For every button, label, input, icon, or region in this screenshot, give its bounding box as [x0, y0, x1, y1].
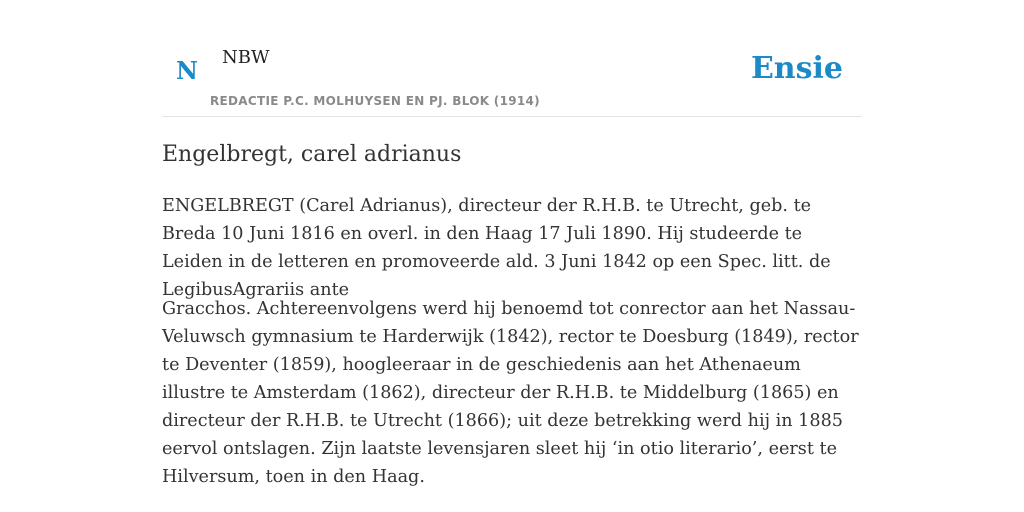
- header: [162, 0, 862, 117]
- article-paragraph-1: ENGELBREGT (Carel Adrianus), directeur der R.H.B. te Utrecht, geb. te Breda 10 Juni 1816 en overl. in den Haag 17 Juli 1890. Hij studeerde te Leiden in de letteren en promoveerde ald. 3 Juni 1842 op een Spec. litt. de LegibusAgrariis ante: [162, 196, 831, 300]
- source-editors: REDACTIE P.C. MOLHUYSEN EN PJ. BLOK (1914): [210, 94, 540, 108]
- source-logo-letter[interactable]: N: [176, 56, 198, 85]
- article-title: Engelbregt, carel adrianus: [162, 142, 462, 167]
- ensie-logo[interactable]: Ensie: [750, 51, 843, 86]
- article-paragraph-2: Gracchos. Achtereenvolgens werd hij benoemd tot conrector aan het Nassau-Veluwsch gymnasium te Harderwijk (1842), rector te Doesburg (1849), rector te Deventer (1859), hoogleeraar in de geschiedenis aan het Athenaeum illustre te Amsterdam (1862), directeur der R.H.B. te Middelburg (1865) en directeur der R.H.B. te Utrecht (1866); uit deze betrekking werd hij in 1885 eervol ontslagen. Zijn laatste levensjaren sleet hij ‘in otio literario’, eerst te Hilversum, toen in den Haag.: [162, 299, 859, 487]
- source-name[interactable]: NBW: [222, 47, 270, 68]
